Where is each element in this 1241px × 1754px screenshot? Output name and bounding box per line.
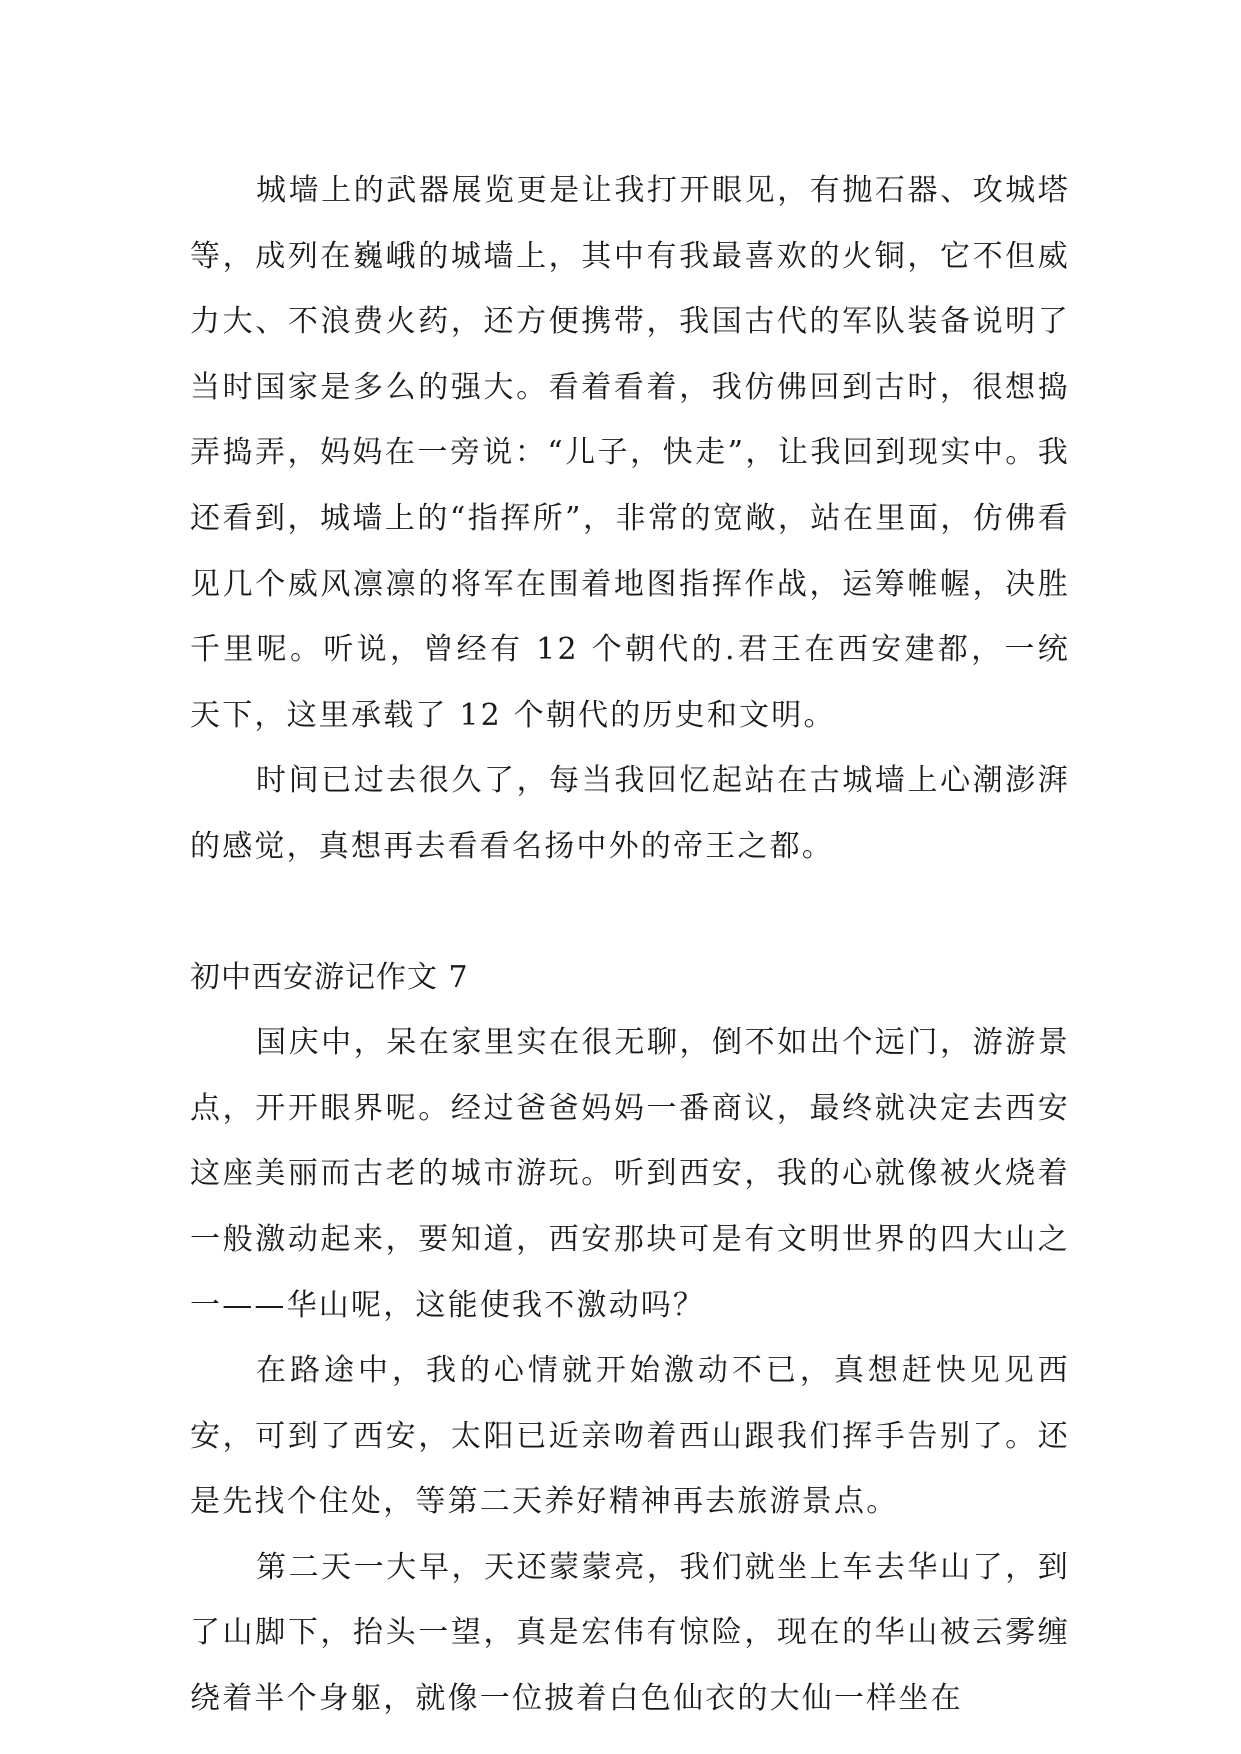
document-body	[190, 158, 1070, 1732]
paragraph-national-day: 国庆中，呆在家里实在很无聊，倒不如出个远门，游游景点，开开眼界呢。经过爸爸妈妈一番商议，最终就决定去西安这座美丽而古老的城市游玩。听到西安，我的心就像被火烧着一般激动起来，要知道，西安那块可是有文明世界的四大山之一——华山呢，这能使我不激动吗？	[190, 1025, 1070, 1323]
paragraph-on-the-road: 在路途中，我的心情就开始激动不已，真想赶快见见西安，可到了西安，太阳已近亲吻着西山跟我们挥手告别了。还是先找个住处，等第二天养好精神再去旅游景点。	[190, 1353, 1070, 1520]
paragraph-memory: 时间已过去很久了，每当我回忆起站在古城墙上心潮澎湃的感觉，真想再去看看名扬中外的帝王之都。	[190, 763, 1070, 864]
paragraph-weapons-exhibit: 城墙上的武器展览更是让我打开眼见，有抛石器、攻城塔等，成列在巍峨的城墙上，其中有我最喜欢的火铜，它不但威力大、不浪费火药，还方便携带，我国古代的军队装备说明了当时国家是多么的强大。看着看着，我仿佛回到古时，很想捣弄捣弄，妈妈在一旁说：“儿子，快走”，让我回到现实中。我还看到，城墙上的“指挥所”，非常的宽敞，站在里面，仿佛看见几个威风凛凛的将军在围着地图指挥作战，运筹帷幄，决胜千里呢。听说，曾经有 12 个朝代的.君王在西安建都，一统天下，这里承载了 12 个朝代的历史和文明。	[190, 173, 1070, 733]
section-heading: 初中西安游记作文 7	[190, 959, 469, 995]
paragraph-second-day: 第二天一大早，天还蒙蒙亮，我们就坐上车去华山了，到了山脚下，抬头一望，真是宏伟有惊险，现在的华山被云雾缠绕着半个身躯，就像一位披着白色仙衣的大仙一样坐在	[190, 1549, 1070, 1717]
